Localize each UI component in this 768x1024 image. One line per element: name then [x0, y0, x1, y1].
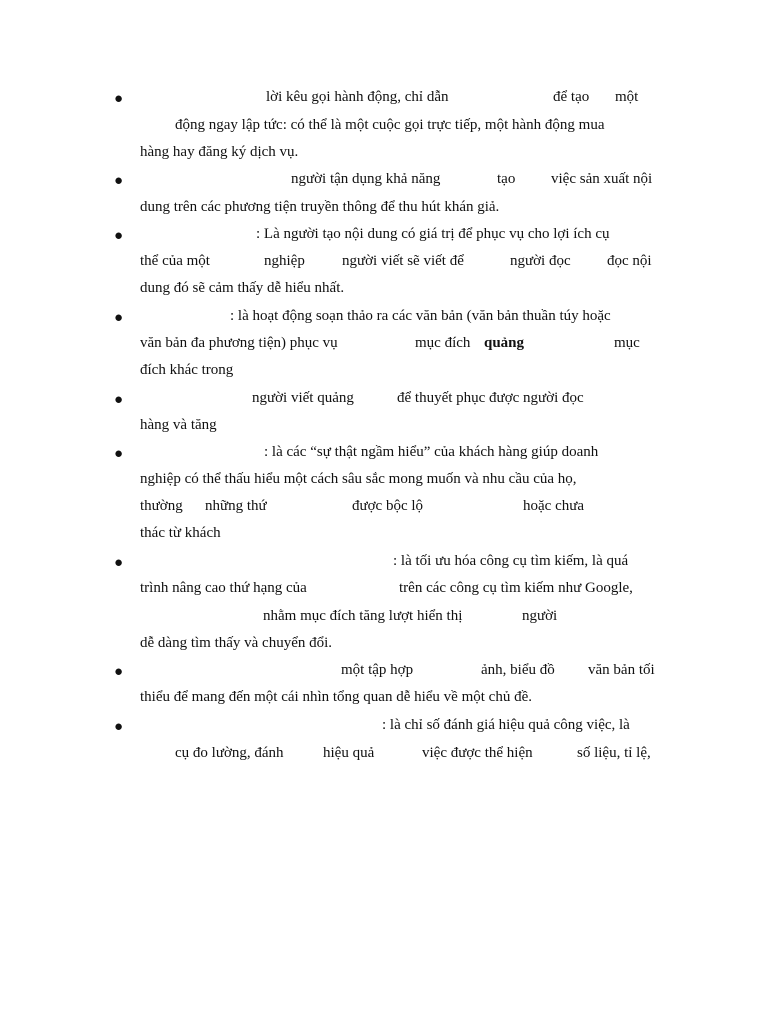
list-item-text: hoặc chưa [523, 498, 585, 514]
list-item-text: thiểu để mang đến một cái nhìn tổng quan dễ hiểu về một chủ đề. [140, 689, 532, 705]
list-item-text: động ngay lập tức: có thể là một cuộc gọi trực tiếp, một hành động mua [175, 117, 605, 133]
list-item-text: văn bản tối [588, 662, 655, 678]
list-bullet: ● [114, 91, 124, 107]
list-item-text: dung đó sẽ cảm thấy dễ hiểu nhất. [140, 280, 345, 296]
list-item-text: cụ đo lường, đánh [175, 745, 284, 761]
list-item-text: được bộc lộ [352, 498, 424, 514]
list-item-text: : là chỉ số đánh giá hiệu quả công việc, là [382, 717, 630, 733]
list-item-text: người [522, 608, 558, 624]
list-item-text: tạo [497, 171, 516, 187]
list-item-text: đọc nội [607, 253, 652, 269]
list-bullet: ● [114, 228, 124, 244]
list-item-text: mục [614, 335, 640, 351]
list-item-text: dễ dàng tìm thấy và chuyển đổi. [140, 635, 333, 651]
list-item-text: nhằm mục đích tăng lượt hiển thị [263, 608, 463, 624]
list-item-text: thường [140, 498, 183, 514]
list-bullet: ● [114, 664, 124, 680]
list-item-text: : là hoạt động soạn thảo ra các văn bản (văn bản thuần túy hoặc [230, 308, 611, 324]
list-bullet: ● [114, 446, 124, 462]
list-bullet: ● [114, 555, 124, 571]
list-item-text: hàng và tăng [140, 417, 217, 433]
list-bullet: ● [114, 173, 124, 189]
list-item-text: dung trên các phương tiện truyền thông để thu hút khán giả. [140, 199, 500, 215]
list-item-text: : là tối ưu hóa công cụ tìm kiếm, là quá [393, 553, 629, 569]
list-item-text: : là các “sự thật ngầm hiểu” của khách hàng giúp doanh [264, 444, 599, 460]
list-item-text: thác từ khách [140, 525, 221, 541]
list-item-text: đích khác trong [140, 362, 234, 378]
list-item-text: việc được thể hiện [422, 745, 533, 761]
list-item-text: việc sản xuất nội [551, 171, 653, 187]
list-item-text: nghiệp [264, 253, 305, 269]
list-item-text: để tạo [553, 89, 590, 105]
list-item-text: để thuyết phục được người đọc [397, 390, 584, 406]
list-item-text: một tập hợp [341, 662, 414, 678]
list-item-text: người tận dụng khả năng [291, 171, 441, 187]
list-item-text: hiệu quả [323, 745, 375, 761]
list-item-text: hàng hay đăng ký dịch vụ. [140, 144, 299, 160]
list-item-text: văn bản đa phương tiện) phục vụ [140, 335, 338, 351]
list-item-text: người đọc [510, 253, 571, 269]
list-item-text: những thứ [205, 498, 267, 514]
list-item-text: nghiệp có thể thấu hiểu một cách sâu sắc mong muốn và nhu cầu của họ, [140, 471, 577, 487]
list-item-text: số liệu, tỉ lệ, [577, 745, 651, 761]
list-item-text: ảnh, biểu đồ [481, 662, 555, 678]
list-item-text: người viết sẽ viết để [342, 253, 464, 269]
list-bullet: ● [114, 719, 124, 735]
list-item-text: một [615, 89, 639, 105]
list-item-text: mục đích [415, 335, 471, 351]
list-bullet: ● [114, 310, 124, 326]
list-item-text: thể của một [140, 253, 210, 269]
list-item-text: người viết quảng [252, 390, 354, 406]
list-item-text: lời kêu gọi hành động, chỉ dẫn [266, 89, 449, 105]
list-item-text: trên các công cụ tìm kiếm như Google, [399, 580, 633, 596]
list-item-text: : Là người tạo nội dung có giá trị để phục vụ cho lợi ích cụ [256, 226, 610, 242]
list-item-text: quảng [484, 335, 525, 351]
list-bullet: ● [114, 392, 124, 408]
list-item-text: trình nâng cao thứ hạng của [140, 580, 307, 596]
